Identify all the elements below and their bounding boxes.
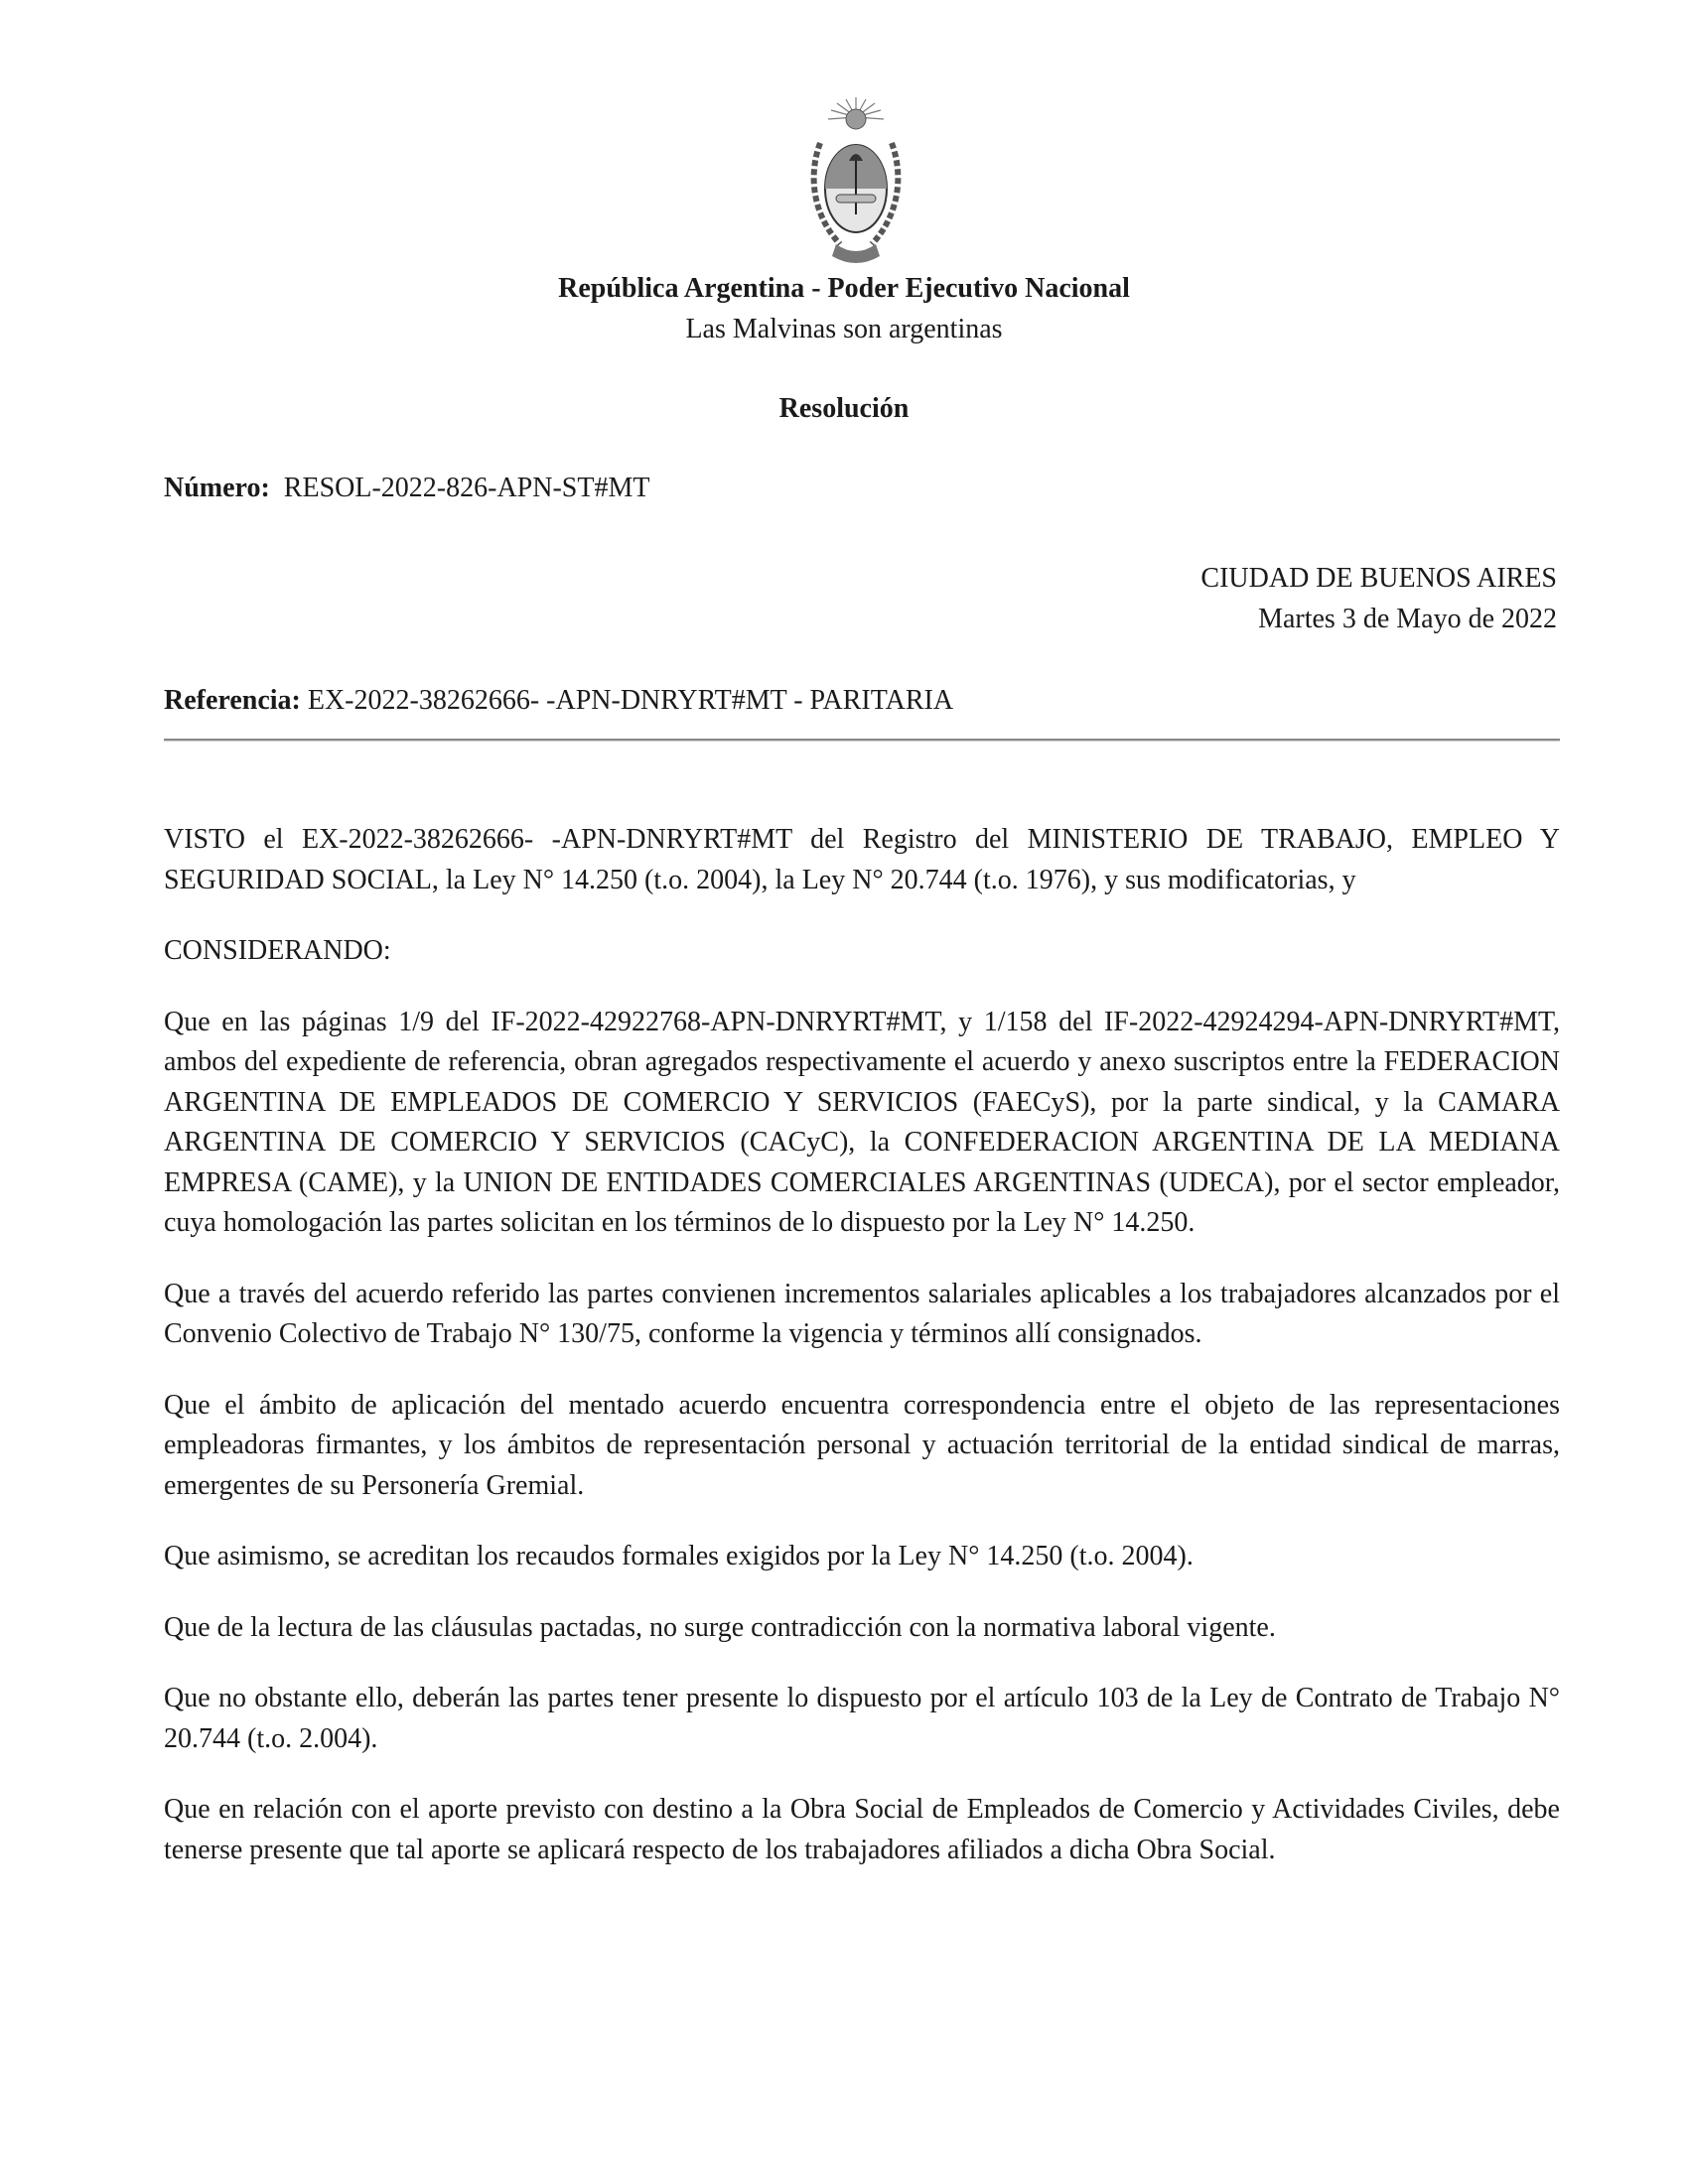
paragraph: Que el ámbito de aplicación del mentado acuerdo encuentra correspondencia entre el objeto de las representaciones empleadoras firmantes, y los ámbitos de representación personal y actuación territorial de la entidad sindical de marras, emergentes de su Personería Gremial. [164,1389,1560,1501]
coat-of-arms-seal [806,95,906,272]
numero-line [164,471,649,506]
header-country: República Argentina - Poder Ejecutivo Nacional [558,273,1130,304]
referencia-line [164,683,953,719]
numero-label: Número: [164,473,270,503]
paragraph: Que de la lectura de las cláusulas pactadas, no surge contradicción con la normativa laboral vigente. [164,1611,1276,1643]
city: CIUDAD DE BUENOS AIRES [1200,563,1557,594]
paragraph: Que a través del acuerdo referido las partes convienen incrementos salariales aplicables a los trabajadores alcanzados por el Convenio Colectivo de Trabajo N° 130/75, conforme la vigencia y términos allí consignados. [164,1278,1560,1349]
paragraph: Que asimismo, se acreditan los recaudos formales exigidos por la Ley N° 14.250 (t.o. 2004). [164,1541,1194,1571]
paragraph-visto: VISTO el EX-2022-38262666- -APN-DNRYRT#MT del Registro del MINISTERIO DE TRABAJO, EMPLEO Y SEGURIDAD SOCIAL, la Ley N° 14.250 (t.o. 2004), la Ley N° 20.744 (t.o. 1976), y sus modificatorias, y [164,824,1560,895]
header-divider [164,739,1560,741]
date: Martes 3 de Mayo de 2022 [1258,604,1557,634]
paragraph: Que no obstante ello, deberán las partes tener presente lo dispuesto por el artículo 103 de la Ley de Contrato de Trabajo N° 20.744 (t.o. 2.004). [164,1683,1560,1754]
paragraph-considerando: CONSIDERANDO: [164,935,391,966]
referencia-value: EX-2022-38262666- -APN-DNRYRT#MT - PARITARIA [307,685,954,716]
place-date-block [1200,558,1557,639]
header-motto: Las Malvinas son argentinas [685,314,1003,344]
referencia-label: Referencia: [164,685,301,716]
paragraph: Que en relación con el aporte previsto con destino a la Obra Social de Empleados de Comercio y Actividades Civiles, debe tenerse presente que tal aporte se aplicará respecto de los trabajadores afiliados a dicha Obra Social. [164,1794,1560,1865]
body-text [164,820,1560,1901]
numero-value: RESOL-2022-826-APN-ST#MT [283,473,650,503]
paragraph: Que en las páginas 1/9 del IF-2022-42922768-APN-DNRYRT#MT, y 1/158 del IF-2022-42924294-APN-DNRYRT#MT, ambos del expediente de referencia, obran agregados respectivamente el acuerdo y anexo suscriptos entre la FEDERACION ARGENTINA DE EMPLEADOS DE COMERCIO Y SERVICIOS (FAECyS), por la parte sindical, y la CAMARA ARGENTINA DE COMERCIO Y SERVICIOS (CACyC), la CONFEDERACION ARGENTINA DE LA MEDIANA EMPRESA (CAME), y la UNION DE ENTIDADES COMERCIALES ARGENTINAS (UDECA), por el sector empleador, cuya homologación las partes solicitan en los términos de lo dispuesto por la Ley N° 14.250. [164,1006,1560,1238]
document-type-title: Resolución [778,393,910,424]
